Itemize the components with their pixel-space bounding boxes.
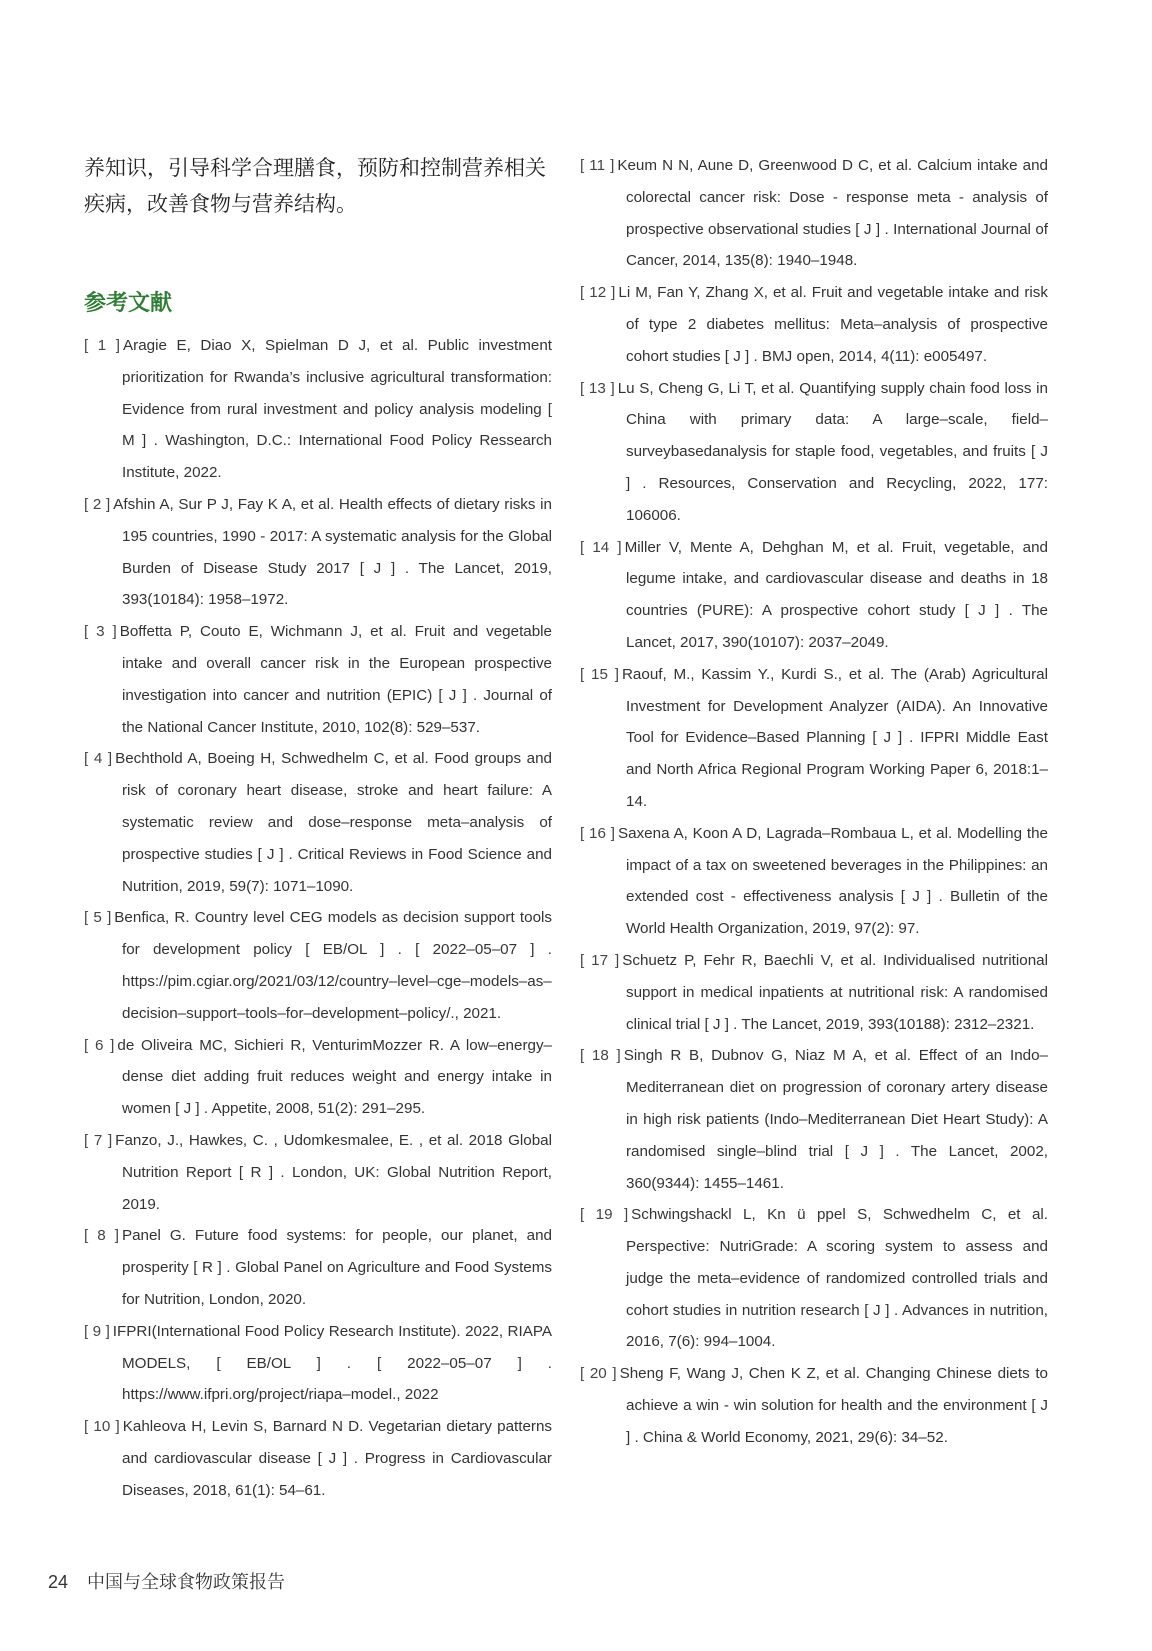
reference-item: [ 1 ] Aragie E, Diao X, Spielman D J, et al. Public investment prioritization for Rwanda’s inclusive agricultural transformation: Evidence from rural investment and policy analysis modeling [ M ] . Washington, D.C.: International Food Policy Ressearch Institute, 2022. [84, 337, 552, 482]
left-column [84, 150, 552, 1506]
reference-item: [ 17 ] Schuetz P, Fehr R, Baechli V, et al. Individualised nutritional support in medical inpatients at nutritional risk: A randomised clinical trial [ J ] . The Lancet, 2019, 393(10188): 2312–2321. [580, 951, 1048, 1033]
reference-list-right [580, 150, 1048, 1454]
reference-item: [ 20 ] Sheng F, Wang J, Chen K Z, et al. Changing Chinese diets to achieve a win - win solution for health and the environment [ J ] . China & World Economy, 2021, 29(6): 34–52. [580, 1365, 1048, 1446]
reference-item: [ 9 ] IFPRI(International Food Policy Research Institute). 2022, RIAPA MODELS, [ EB/OL ] . [ 2022–05–07 ] . https://www.ifpri.org/project/riapa–model., 2022 [84, 1322, 553, 1404]
reference-item: [ 2 ] Afshin A, Sur P J, Fay K A, et al. Health effects of dietary risks in 195 countries, 1990 - 2017: A systematic analysis for the Global Burden of Disease Study 2017 [ J ] . The Lancet, 2019, 393(10184): 1958–1972. [84, 495, 553, 609]
page-footer [48, 1568, 285, 1594]
reference-item: [ 6 ] de Oliveira MC, Sichieri R, VenturimMozzer R. A low–energy–dense diet adding fruit reduces weight and energy intake in women [ J ] . Appetite, 2008, 51(2): 291–295. [84, 1036, 552, 1118]
page-number: 24 [48, 1572, 69, 1592]
reference-item: [ 4 ] Bechthold A, Boeing H, Schwedhelm C, et al. Food groups and risk of coronary heart disease, stroke and heart failure: A systematic review and dose–response meta–analysis of prospective studies [ J ] . Critical Reviews in Food Science and Nutrition, 2019, 59(7): 1071–1090. [84, 750, 552, 895]
reference-item: [ 16 ] Saxena A, Koon A D, Lagrada–Rombaua L, et al. Modelling the impact of a tax on sweetened beverages in the Philippines: an extended cost - effectiveness analysis [ J ] . Bulletin of the World Health Organization, 2019, 97(2): 97. [580, 824, 1048, 938]
reference-item: [ 19 ] Schwingshackl L, Kn ü ppel S, Schwedhelm C, et al. Perspective: NutriGrade: A scoring system to assess and judge the meta–evidence of randomized controlled trials and cohort studies in nutrition research [ J ] . Advances in nutrition, 2016, 7(6): 994–1004. [580, 1206, 1048, 1351]
reference-item: [ 11 ] Keum N N, Aune D, Greenwood D C, et al. Calcium intake and colorectal cancer risk: Dose - response meta - analysis of prospective observational studies [ J ] . International Journal of Cancer, 2014, 135(8): 1940–1948. [580, 157, 1048, 270]
reference-item: [ 5 ] Benfica, R. Country level CEG models as decision support tools for development policy [ EB/OL ] . [ 2022–05–07 ] . https://pim.cgiar.org/2021/03/12/country–level–cge–models–as–decision–support–tools–for–development–policy/., 2021. [84, 909, 552, 1022]
reference-item: [ 18 ] Singh R B, Dubnov G, Niaz M A, et al. Effect of an Indo–Mediterranean diet on progression of coronary artery disease in high risk patients (Indo–Mediterranean Diet Heart Study): A randomised single–blind trial [ J ] . The Lancet, 2002, 360(9344): 1455–1461. [580, 1047, 1048, 1192]
reference-item: [ 15 ] Raouf, M., Kassim Y., Kurdi S., et al. The (Arab) Agricultural Investment for Development Analyzer (AIDA). An Innovative Tool for Evidence–Based Planning [ J ] . IFPRI Middle East and North Africa Regional Program Working Paper 6, 2018:1–14. [580, 665, 1049, 810]
reference-item: [ 10 ] Kahleova H, Levin S, Barnard N D. Vegetarian dietary patterns and cardiovascular disease [ J ] . Progress in Cardiovascular Diseases, 2018, 61(1): 54–61. [84, 1418, 553, 1499]
reference-item: [ 3 ] Boffetta P, Couto E, Wichmann J, et al. Fruit and vegetable intake and overall cancer risk in the European prospective investigation into cancer and nutrition (EPIC) [ J ] . Journal of the National Cancer Institute, 2010, 102(8): 529–537. [84, 623, 552, 736]
reference-item: [ 13 ] Lu S, Cheng G, Li T, et al. Quantifying supply chain food loss in China with primary data: A large–scale, field–surveybasedanalysis for staple food, vegetables, and fruits [ J ] . Resources, Conservation and Recycling, 2022, 177: 106006. [580, 379, 1048, 524]
reference-item: [ 14 ] Miller V, Mente A, Dehghan M, et al. Fruit, vegetable, and legume intake, and cardiovascular disease and deaths in 18 countries (PURE): A prospective cohort study [ J ] . The Lancet, 2017, 390(10107): 2037–2049. [580, 538, 1048, 651]
references-heading: 参考文献 [84, 291, 173, 316]
reference-list-left [84, 330, 552, 1506]
intro-paragraph: 养知识，引导科学合理膳食，预防和控制营养相关疾病，改善食物与营养结构。 [84, 156, 546, 216]
right-column [580, 150, 1048, 1454]
reference-item: [ 12 ] Li M, Fan Y, Zhang X, et al. Fruit and vegetable intake and risk of type 2 diabetes mellitus: Meta–analysis of prospective cohort studies [ J ] . BMJ open, 2014, 4(11): e005497. [580, 284, 1048, 365]
reference-item: [ 7 ] Fanzo, J., Hawkes, C. , Udomkesmalee, E. , et al. 2018 Global Nutrition Report [ R ] . London, UK: Global Nutrition Report, 2019. [84, 1131, 553, 1213]
publication-title: 中国与全球食物政策报告 [87, 1572, 286, 1592]
reference-item: [ 8 ] Panel G. Future food systems: for people, our planet, and prosperity [ R ] . Global Panel on Agriculture and Food Systems for Nutrition, London, 2020. [84, 1227, 552, 1308]
